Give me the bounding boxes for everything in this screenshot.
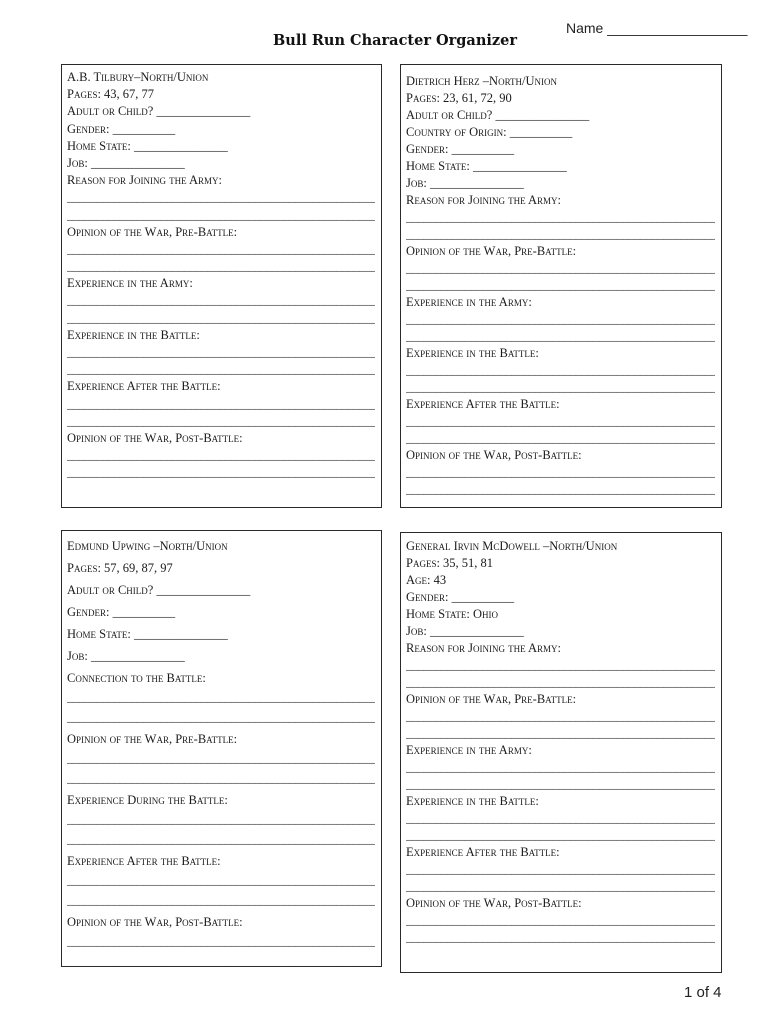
answer-line[interactable]: [67, 687, 375, 707]
section-label: Opinion of the War, Pre-Battle:: [67, 732, 238, 746]
character-box-mcdowell: [400, 532, 722, 973]
answer-line[interactable]: [67, 748, 375, 768]
character-box-herz: [400, 64, 722, 508]
section-label: Opinion of the War, Post-Battle:: [67, 915, 243, 929]
answer-line[interactable]: [406, 929, 715, 946]
section-label: Experience in the Battle:: [406, 794, 539, 808]
answer-line[interactable]: [67, 707, 375, 727]
job-field[interactable]: Job: _______________: [406, 624, 524, 638]
job-field[interactable]: Job: _______________: [67, 649, 185, 663]
home-state-field[interactable]: Home State: _______________: [67, 138, 228, 153]
answer-line[interactable]: [406, 481, 715, 498]
pages-field: Pages: 35, 51, 81: [406, 556, 494, 570]
answer-line[interactable]: [67, 207, 375, 224]
answer-line[interactable]: [406, 362, 715, 379]
answer-line[interactable]: [67, 447, 375, 464]
job-field[interactable]: Job: _______________: [67, 155, 185, 170]
pages-field: Pages: 43, 67, 77: [67, 87, 155, 102]
answer-line[interactable]: [406, 725, 715, 742]
character-heading: Edmund Upwing –North/Union: [67, 539, 228, 553]
age-field: Age: 43: [406, 573, 447, 587]
answer-line[interactable]: [406, 430, 715, 447]
section-label: Experience After the Battle:: [67, 854, 221, 868]
section-label: Opinion of the War, Pre-Battle:: [406, 244, 577, 258]
answer-line[interactable]: [406, 827, 715, 844]
section-label: Experience During the Battle:: [67, 793, 228, 807]
character-heading: A.B. Tilbury–North/Union: [67, 70, 209, 84]
answer-line[interactable]: [67, 310, 375, 327]
gender-field[interactable]: Gender: __________: [67, 121, 176, 136]
answer-line[interactable]: [406, 260, 715, 277]
section-label: Experience in the Army:: [67, 276, 193, 291]
answer-line[interactable]: [67, 292, 375, 309]
answer-line[interactable]: [406, 810, 715, 827]
country-of-origin-field[interactable]: Country of Origin: __________: [406, 125, 573, 139]
answer-line[interactable]: [67, 931, 375, 951]
section-label: Experience in the Army:: [406, 295, 532, 309]
answer-line[interactable]: [406, 861, 715, 878]
section-label: Experience in the Battle:: [406, 346, 539, 360]
answer-line[interactable]: [67, 344, 375, 361]
answer-line[interactable]: [406, 776, 715, 793]
gender-field[interactable]: Gender: __________: [67, 605, 176, 619]
page-number: 1 of 4: [684, 984, 722, 1001]
adult-or-child-field[interactable]: Adult or Child? _______________: [67, 583, 251, 597]
answer-line[interactable]: [406, 759, 715, 776]
answer-line[interactable]: [67, 258, 375, 275]
home-state-field[interactable]: Home State: _______________: [406, 159, 567, 173]
answer-line[interactable]: [67, 951, 375, 971]
answer-line[interactable]: [406, 657, 715, 674]
answer-line[interactable]: [67, 870, 375, 890]
answer-line[interactable]: [406, 413, 715, 430]
section-label: Opinion of the War, Pre-Battle:: [67, 224, 238, 239]
home-state-field: Home State: Ohio: [406, 607, 498, 621]
answer-line[interactable]: [67, 829, 375, 849]
answer-line[interactable]: [406, 464, 715, 481]
answer-line[interactable]: [67, 890, 375, 910]
pages-field: Pages: 57, 69, 87, 97: [67, 561, 173, 575]
answer-line[interactable]: [67, 361, 375, 378]
section-label: Experience in the Battle:: [67, 327, 200, 342]
answer-line[interactable]: [406, 674, 715, 691]
answer-line[interactable]: [67, 189, 375, 206]
section-label: Reason for Joining the Army:: [406, 193, 562, 207]
section-label: Experience After the Battle:: [406, 845, 560, 859]
section-label: Connection to the Battle:: [67, 671, 206, 685]
answer-line[interactable]: [406, 878, 715, 895]
answer-line[interactable]: [406, 912, 715, 929]
section-label: Opinion of the War, Post-Battle:: [406, 448, 582, 462]
section-label: Opinion of the War, Post-Battle:: [67, 430, 243, 445]
answer-line[interactable]: [406, 311, 715, 328]
answer-line[interactable]: [67, 464, 375, 481]
answer-line[interactable]: [406, 379, 715, 396]
answer-line[interactable]: [406, 328, 715, 345]
section-label: Experience in the Army:: [406, 743, 532, 757]
answer-line[interactable]: [67, 809, 375, 829]
answer-line[interactable]: [406, 209, 715, 226]
section-label: Opinion of the War, Post-Battle:: [406, 896, 582, 910]
page-title: Bull Run Character Organizer: [273, 32, 517, 49]
character-box-tilbury: [61, 64, 382, 508]
home-state-field[interactable]: Home State: _______________: [67, 627, 228, 641]
answer-line[interactable]: [67, 241, 375, 258]
section-label: Opinion of the War, Pre-Battle:: [406, 692, 577, 706]
character-box-upwing: [61, 530, 382, 967]
gender-field[interactable]: Gender: __________: [406, 590, 515, 604]
gender-field[interactable]: Gender: __________: [406, 142, 515, 156]
character-heading: Dietrich Herz –North/Union: [406, 74, 558, 88]
section-label: Reason for Joining the Army:: [406, 641, 562, 655]
adult-or-child-field[interactable]: Adult or Child? _______________: [67, 104, 251, 119]
answer-line[interactable]: [67, 413, 375, 430]
section-label: Reason for Joining the Army:: [67, 173, 223, 188]
answer-line[interactable]: [67, 396, 375, 413]
adult-or-child-field[interactable]: Adult or Child? _______________: [406, 108, 590, 122]
job-field[interactable]: Job: _______________: [406, 176, 524, 190]
answer-line[interactable]: [406, 226, 715, 243]
section-label: Experience After the Battle:: [67, 379, 221, 394]
answer-line[interactable]: [406, 277, 715, 294]
character-heading: General Irvin McDowell –North/Union: [406, 539, 618, 553]
section-label: Experience After the Battle:: [406, 397, 560, 411]
answer-line[interactable]: [406, 708, 715, 725]
pages-field: Pages: 23, 61, 72, 90: [406, 91, 512, 105]
answer-line[interactable]: [67, 768, 375, 788]
name-field[interactable]: Name __________________: [566, 20, 748, 36]
